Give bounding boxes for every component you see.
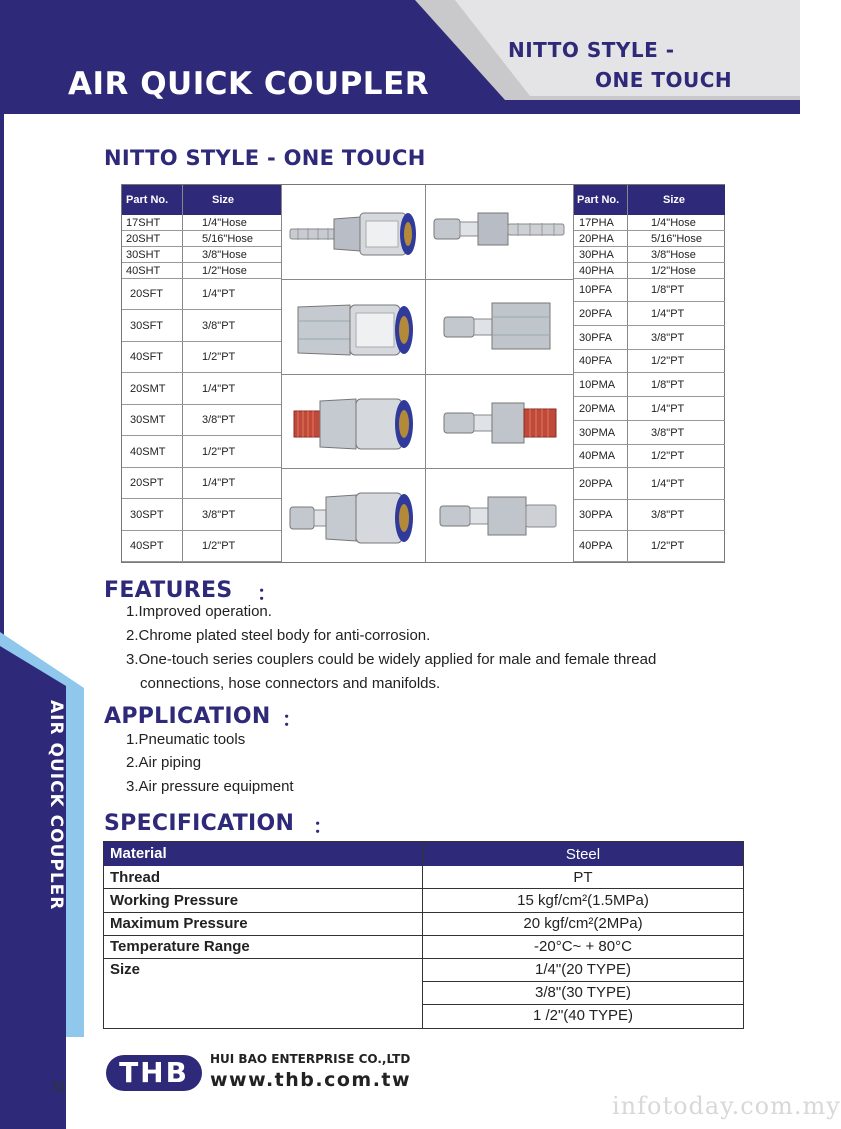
part-size: 3/8"PT xyxy=(651,332,685,344)
size-header: Size xyxy=(212,193,235,206)
part-number: 30SFT xyxy=(130,320,164,332)
part-size: 1/4"Hose xyxy=(202,216,247,229)
part-number: 17PHA xyxy=(579,216,614,229)
part-number: 40SHT xyxy=(126,264,161,277)
spec-value: 3/8"(30 TYPE) xyxy=(535,984,631,1001)
part-size: 3/8"PT xyxy=(651,509,685,521)
part-number: 20PHA xyxy=(579,232,614,245)
part-size: 1/2"PT xyxy=(651,450,685,462)
side-bar-decoration xyxy=(0,0,85,1129)
part-number: 20PPA xyxy=(579,478,613,490)
side-label: AIR QUICK COUPLER xyxy=(46,700,66,911)
table-row xyxy=(122,531,281,562)
spec-label: Size xyxy=(110,961,141,978)
spec-value: 1/4"(20 TYPE) xyxy=(535,961,631,978)
features-item: 1.Improved operation. xyxy=(126,603,272,620)
part-number: 20SFT xyxy=(130,288,164,300)
part-number: 30SPT xyxy=(130,509,164,521)
part-size: 1/2"Hose xyxy=(202,264,247,277)
spec-label: Working Pressure xyxy=(110,892,239,909)
table-row xyxy=(122,279,281,310)
part-number: 30PMA xyxy=(579,427,616,439)
part-size: 3/8"PT xyxy=(202,414,236,426)
table-row xyxy=(573,215,725,231)
specification-title: SPECIFICATION xyxy=(104,811,295,836)
spec-label: Thread xyxy=(110,869,161,886)
left-header-row xyxy=(122,185,281,215)
part-size: 1/2"PT xyxy=(651,355,685,367)
socket-plug-image xyxy=(286,485,422,551)
features-item: 3.One-touch series couplers could be widely applied for male and female thread xyxy=(126,651,657,668)
plug-hose-image xyxy=(430,205,570,255)
part-number: 40SFT xyxy=(130,351,164,363)
part-size: 1/4"PT xyxy=(651,403,685,415)
spec-divider xyxy=(104,935,743,936)
table-row xyxy=(122,468,281,499)
part-size: 1/4"PT xyxy=(202,383,236,395)
table-row xyxy=(573,303,725,326)
part-number: 20PFA xyxy=(579,308,613,320)
part-size: 1/2"PT xyxy=(202,446,236,458)
table-row xyxy=(573,374,725,397)
spec-value: 15 kgf/cm²(1.5MPa) xyxy=(517,892,649,909)
table-divider xyxy=(281,374,573,375)
table-row xyxy=(122,311,281,342)
spec-divider xyxy=(422,981,743,982)
socket-hose-image xyxy=(286,203,422,263)
header-subtitle-line2: ONE TOUCH xyxy=(595,68,733,92)
part-size: 1/8"PT xyxy=(651,379,685,391)
table-row xyxy=(573,327,725,350)
spec-divider xyxy=(104,912,743,913)
right-parts-column xyxy=(573,185,725,562)
part-number: 30SMT xyxy=(130,414,166,426)
part-size: 1/4"Hose xyxy=(651,216,696,229)
features-item: 2.Chrome plated steel body for anti-corrosion. xyxy=(126,627,431,644)
table-row xyxy=(122,500,281,531)
part-size: 3/8"Hose xyxy=(202,248,247,261)
part-size: 1/2"PT xyxy=(202,540,236,552)
spec-header-row xyxy=(104,842,743,866)
part-size: 5/16"Hose xyxy=(651,232,702,245)
part-number: 40PMA xyxy=(579,450,616,462)
table-divider xyxy=(281,279,573,280)
part-size: 1/2"PT xyxy=(202,351,236,363)
table-row xyxy=(122,231,281,247)
watermark: infotoday.com.my xyxy=(612,1092,841,1120)
application-item: 2.Air piping xyxy=(126,754,202,771)
table-row xyxy=(573,350,725,373)
spec-value: PT xyxy=(573,869,593,886)
part-size: 1/4"PT xyxy=(651,478,685,490)
spec-value: 20 kgf/cm²(2MPa) xyxy=(523,915,643,932)
part-number: 30PPA xyxy=(579,509,613,521)
application-title: APPLICATION xyxy=(104,704,271,729)
part-number: 30PHA xyxy=(579,248,614,261)
features-title: FEATURES xyxy=(104,578,233,603)
part-size: 3/8"PT xyxy=(202,509,236,521)
socket-female-image xyxy=(294,297,422,363)
part-number: 20PMA xyxy=(579,403,616,415)
left-parts-column xyxy=(122,185,281,562)
table-row xyxy=(573,422,725,445)
spec-value: -20°C~ + 80°C xyxy=(534,938,632,955)
table-row xyxy=(122,342,281,373)
part-number: 40SPT xyxy=(130,540,164,552)
part-number: 17SHT xyxy=(126,216,161,229)
spec-divider xyxy=(422,1004,743,1005)
spec-header-label: Material xyxy=(110,845,167,862)
table-divider xyxy=(573,185,574,562)
table-row xyxy=(573,531,725,562)
specification-colon: ： xyxy=(313,814,333,838)
part-size: 1/4"PT xyxy=(202,477,236,489)
part-number: 40PHA xyxy=(579,264,614,277)
part-no-header: Part No. xyxy=(577,193,620,206)
part-size: 3/8"PT xyxy=(202,320,236,332)
page-number: 31 xyxy=(52,1079,67,1094)
part-number: 10PFA xyxy=(579,284,613,296)
spec-label: Temperature Range xyxy=(110,938,250,955)
table-row xyxy=(573,279,725,302)
part-number: 10PMA xyxy=(579,379,616,391)
part-size: 3/8"PT xyxy=(651,427,685,439)
part-number: 40SMT xyxy=(130,446,166,458)
table-row xyxy=(122,405,281,436)
features-item: connections, hose connectors and manifolds. xyxy=(140,675,441,692)
parts-table xyxy=(121,184,725,563)
part-size: 1/2"PT xyxy=(651,540,685,552)
part-number: 40PFA xyxy=(579,355,613,367)
company-name: HUI BAO ENTERPRISE CO.,LTD xyxy=(210,1052,411,1066)
application-item: 1.Pneumatic tools xyxy=(126,731,246,748)
plug-plug-image xyxy=(436,491,562,541)
part-number: 40PPA xyxy=(579,540,613,552)
part-number: 30SHT xyxy=(126,248,161,261)
application-item: 3.Air pressure equipment xyxy=(126,778,294,795)
table-row xyxy=(573,398,725,421)
size-header: Size xyxy=(663,193,686,206)
plug-female-image xyxy=(440,297,560,355)
company-website: www.thb.com.tw xyxy=(210,1069,412,1091)
features-colon: ： xyxy=(257,581,277,605)
table-row xyxy=(573,231,725,247)
table-row xyxy=(122,374,281,405)
table-row xyxy=(573,469,725,500)
spec-header-value: Steel xyxy=(565,846,601,863)
part-size: 1/4"PT xyxy=(202,288,236,300)
table-row xyxy=(573,500,725,531)
table-row xyxy=(122,247,281,263)
spec-divider xyxy=(104,888,743,889)
specification-table xyxy=(103,841,744,1029)
socket-male-image xyxy=(290,391,422,457)
right-header-row xyxy=(573,185,725,215)
application-colon: ： xyxy=(282,707,302,731)
part-number: 20SHT xyxy=(126,232,161,245)
table-row xyxy=(122,437,281,468)
spec-label: Maximum Pressure xyxy=(110,915,248,932)
part-number: 30PFA xyxy=(579,332,613,344)
table-row xyxy=(122,263,281,279)
section-title: NITTO STYLE - ONE TOUCH xyxy=(104,146,426,170)
part-size: 1/2"Hose xyxy=(651,264,696,277)
table-row xyxy=(573,445,725,468)
table-divider xyxy=(281,468,573,469)
part-size: 5/16"Hose xyxy=(202,232,253,245)
company-logo: THB xyxy=(106,1055,202,1091)
part-size: 1/4"PT xyxy=(651,308,685,320)
plug-male-image xyxy=(440,395,562,451)
part-size: 3/8"Hose xyxy=(651,248,696,261)
part-size: 1/8"PT xyxy=(651,284,685,296)
page-title: AIR QUICK COUPLER xyxy=(68,66,430,102)
part-number: 20SMT xyxy=(130,383,166,395)
table-row xyxy=(573,247,725,263)
part-no-header: Part No. xyxy=(126,193,169,206)
part-number: 20SPT xyxy=(130,477,164,489)
table-row xyxy=(122,215,281,231)
spec-divider xyxy=(104,958,743,959)
spec-value: 1 /2"(40 TYPE) xyxy=(532,1007,634,1024)
header-subtitle-line1: NITTO STYLE - xyxy=(508,38,675,62)
table-row xyxy=(573,263,725,279)
